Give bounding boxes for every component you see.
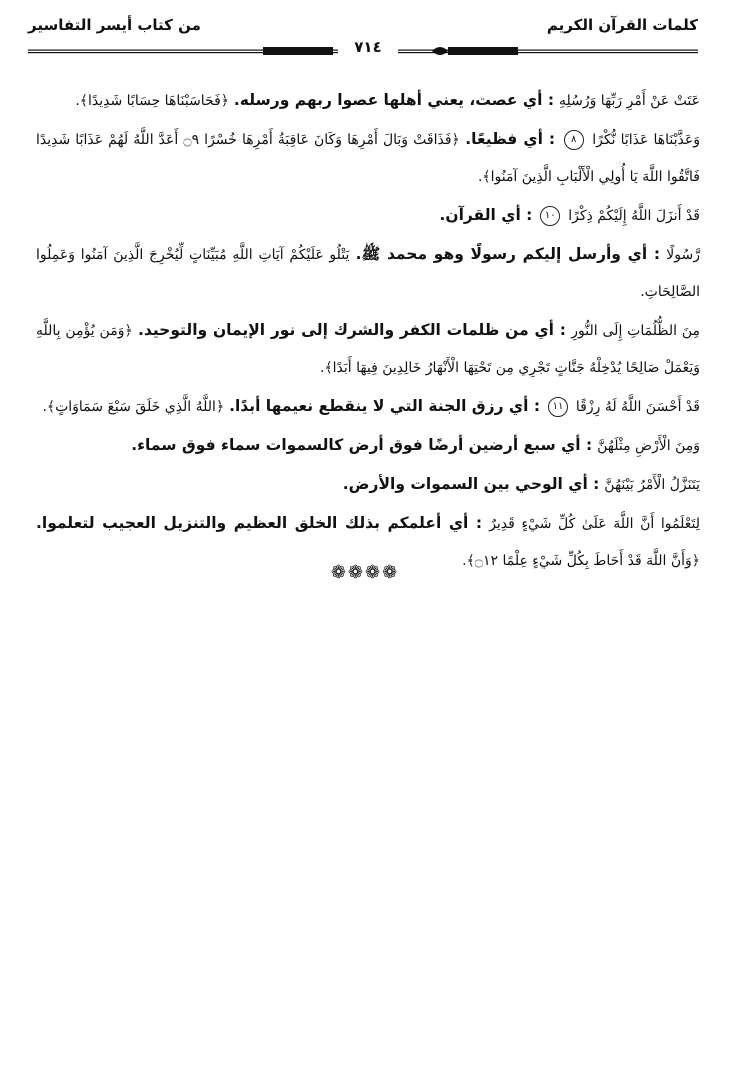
explanation: : أي الوحي بين السموات والأرض. <box>342 475 600 493</box>
quran-phrase: وَمِنَ الْأَرْضِ مِثْلَهُنَّ <box>597 438 700 454</box>
quran-phrase: مِنَ الظُّلُمَاتِ إِلَى النُّورِ <box>571 323 700 339</box>
ayah-number: ١١ <box>548 397 568 417</box>
verse-quote: ﴿وَمَن يُؤْمِن بِاللَّهِ وَيَعْمَلْ صَالِحًا يُدْخِلْهُ جَنَّاتٍ تَجْرِي مِن تَحْتِهَا الْأَنْهَارُ خَالِدِينَ فِيهَا أَبَدًا﴾. <box>36 323 700 376</box>
verse-quote: ﴿فَذَاقَتْ وَبَالَ أَمْرِهَا وَكَانَ عَاقِبَةُ أَمْرِهَا خُسْرًا ۝٩ أَعَدَّ اللَّهُ لَهُمْ عَذَابًا شَدِيدًا فَاتَّقُوا اللَّهَ يَا أُولِي الْأَلْبَابِ الَّذِينَ آمَنُوا﴾. <box>36 132 700 185</box>
verse-quote: يَتْلُو عَلَيْكُمْ آيَاتِ اللَّهِ مُبَيِّنَاتٍ لِّيُخْرِجَ الَّذِينَ آمَنُوا وَعَمِلُوا الصَّالِحَاتِ. <box>36 247 700 300</box>
quran-phrase: قَدْ أَحْسَنَ اللَّهُ لَهُ رِزْقًا <box>575 399 700 415</box>
explanation: : أي سبع أرضين أرضًا فوق أرض كالسموات سماء فوق سماء. <box>131 436 593 454</box>
explanation: : أي رزق الجنة التي لا ينقطع نعيمها أبدًا. <box>229 397 541 415</box>
explanation: : أي أعلمكم بذلك الخلق العظيم والتنزيل العجيب لتعلموا. <box>36 514 483 532</box>
entry-6 <box>36 388 700 425</box>
verse-quote: ﴿وَأَنَّ اللَّهَ قَدْ أَحَاطَ بِكُلِّ شَيْءٍ عِلْمًا ۝١٢﴾. <box>462 553 700 569</box>
quran-phrase: رَّسُولًا <box>666 247 700 263</box>
entry-1 <box>36 82 700 119</box>
page-number: ٧١٤ <box>338 38 398 56</box>
entry-2 <box>36 121 700 195</box>
explanation: : أي وأرسل إليكم رسولًا وهو محمد ﷺ. <box>355 245 661 263</box>
explanation: : أي عصت، يعني أهلها عصوا ربهم ورسله. <box>233 91 555 109</box>
quran-phrase: لِتَعْلَمُوا أَنَّ اللَّهَ عَلَىٰ كُلِّ شَيْءٍ قَدِيرٌ <box>489 516 700 532</box>
quran-phrase: وَعَذَّبْنَاهَا عَذَابًا نُّكْرًا <box>592 132 700 148</box>
entry-7 <box>36 427 700 464</box>
ayah-number: ١٠ <box>540 206 560 226</box>
verse-quote: ﴿فَحَاسَبْنَاهَا حِسَابًا شَدِيدًا﴾. <box>75 93 229 109</box>
ayah-number: ٨ <box>564 130 584 150</box>
entry-4 <box>36 236 700 310</box>
quran-phrase: قَدْ أَنزَلَ اللَّهُ إِلَيْكُمْ ذِكْرًا <box>568 208 700 224</box>
entry-3 <box>36 197 700 234</box>
entry-5 <box>36 312 700 386</box>
explanation: : أي فظيعًا. <box>465 130 556 148</box>
verse-quote: ﴿اللَّهُ الَّذِي خَلَقَ سَبْعَ سَمَاوَاتٍ﴾. <box>42 399 225 415</box>
explanation: : أي من ظلمات الكفر والشرك إلى نور الإيمان والتوحيد. <box>138 321 566 339</box>
book-title: من كتاب أيسر التفاسير <box>28 16 201 34</box>
page-header <box>28 16 698 40</box>
quran-phrase: عَتَتْ عَنْ أَمْرِ رَبِّهَا وَرُسُلِهِ <box>558 93 700 109</box>
chapter-title: كلمات القرآن الكريم <box>546 16 698 34</box>
quran-phrase: يَتَنَزَّلُ الْأَمْرُ بَيْنَهُنَّ <box>604 477 700 493</box>
page-body <box>36 82 700 581</box>
entry-8 <box>36 466 700 503</box>
explanation: : أي القرآن. <box>439 206 533 224</box>
section-end-ornament: ❁❁❁❁ <box>330 562 400 583</box>
